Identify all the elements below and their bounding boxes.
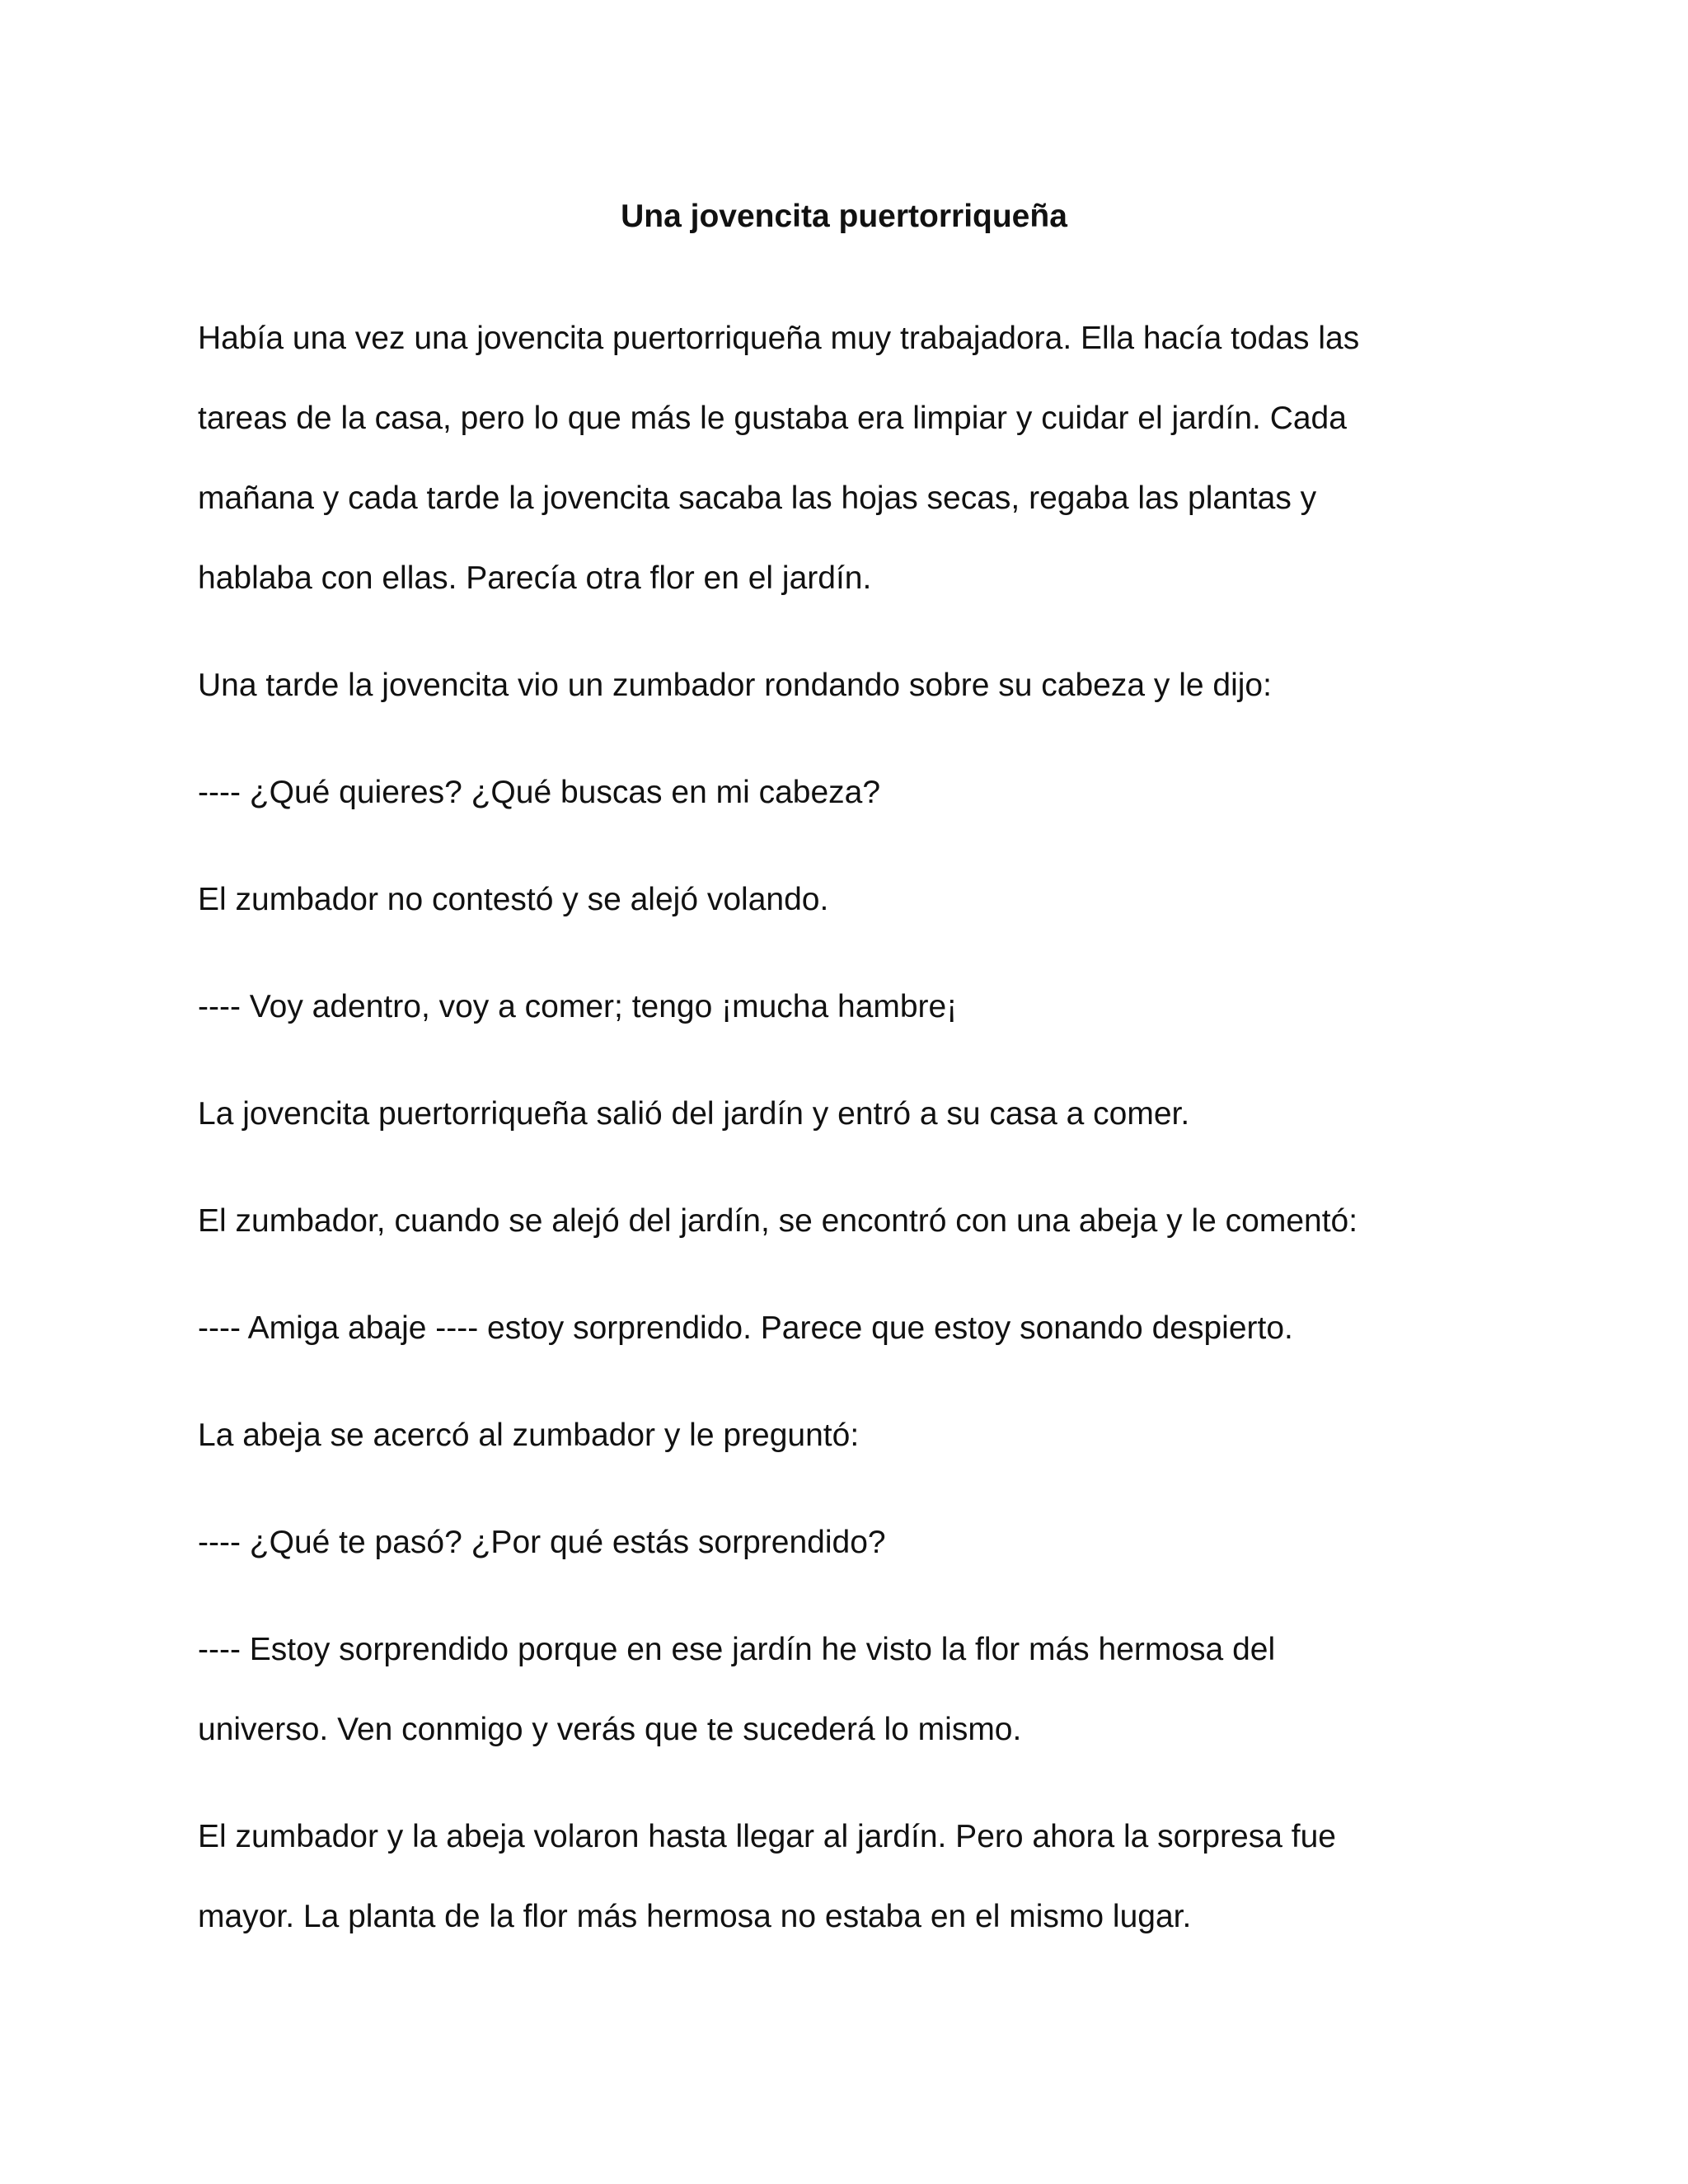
text-line: El zumbador, cuando se alejó del jardín, se encontró con una abeja y le comentó: xyxy=(198,1203,1358,1239)
text-line: tareas de la casa, pero lo que más le gustaba era limpiar y cuidar el jardín. Cada xyxy=(198,401,1347,436)
dialogue-line: ---- ¿Qué te pasó? ¿Por qué estás sorprendido? xyxy=(198,1525,886,1560)
dialogue-line: ---- Voy adentro, voy a comer; tengo ¡mucha hambre¡ xyxy=(198,989,958,1024)
paragraph-3 xyxy=(198,752,1484,832)
paragraph-6 xyxy=(198,1074,1484,1154)
paragraph-10 xyxy=(198,1502,1484,1582)
paragraph-1 xyxy=(198,298,1484,618)
text-line: El zumbador y la abeja volaron hasta llegar al jardín. Pero ahora la sorpresa fue xyxy=(198,1819,1336,1854)
dialogue-line: ---- Amiga abaje ---- estoy sorprendido. Parece que estoy sonando despierto. xyxy=(198,1310,1293,1346)
paragraph-11 xyxy=(198,1610,1484,1769)
text-line: La jovencita puertorriqueña salió del jardín y entró a su casa a comer. xyxy=(198,1096,1190,1132)
text-line: La abeja se acercó al zumbador y le preguntó: xyxy=(198,1418,860,1453)
paragraph-8 xyxy=(198,1288,1484,1368)
paragraph-4 xyxy=(198,860,1484,940)
text-line: Había una vez una jovencita puertorriqueña muy trabajadora. Ella hacía todas las xyxy=(198,321,1360,356)
text-line: mayor. La planta de la flor más hermosa no estaba en el mismo lugar. xyxy=(198,1899,1192,1934)
text-line: mañana y cada tarde la jovencita sacaba las hojas secas, regaba las plantas y xyxy=(198,480,1317,516)
dialogue-line: ---- ¿Qué quieres? ¿Qué buscas en mi cabeza? xyxy=(198,775,881,810)
text-line: hablaba con ellas. Parecía otra flor en el jardín. xyxy=(198,560,872,596)
paragraph-7 xyxy=(198,1181,1484,1261)
paragraph-12 xyxy=(198,1797,1484,1957)
text-line: El zumbador no contestó y se alejó volando. xyxy=(198,882,829,917)
paragraph-5 xyxy=(198,967,1484,1047)
text-line: Una tarde la jovencita vio un zumbador rondando sobre su cabeza y le dijo: xyxy=(198,668,1272,703)
paragraph-2 xyxy=(198,645,1484,725)
document-title: Una jovencita puertorriqueña xyxy=(621,199,1067,234)
paragraph-9 xyxy=(198,1395,1484,1475)
document-body xyxy=(198,298,1484,1984)
dialogue-line: universo. Ven conmigo y verás que te sucederá lo mismo. xyxy=(198,1712,1022,1747)
dialogue-line: ---- Estoy sorprendido porque en ese jardín he visto la flor más hermosa del xyxy=(198,1632,1276,1667)
